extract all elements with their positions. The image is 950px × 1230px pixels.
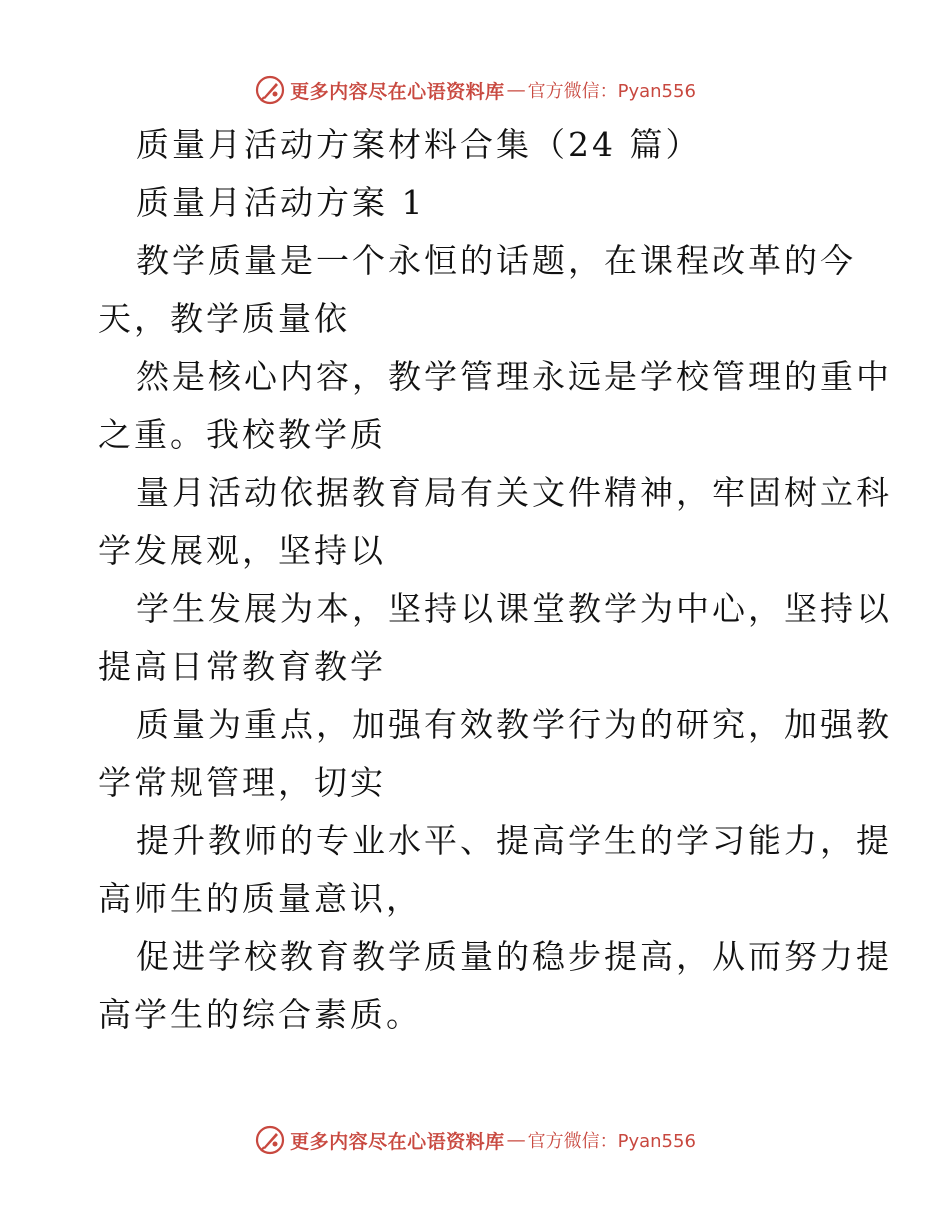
banner-main-text: 更多内容尽在心语资料库 [290, 1130, 505, 1153]
paragraph-line: 学常规管理，切实 [98, 763, 386, 802]
banner-dash: — [506, 79, 526, 101]
paragraph-line: 之重。我校教学质 [98, 415, 386, 454]
paragraph-line: 然是核心内容，教学管理永远是学校管理的重中 [136, 357, 892, 396]
quill-logo-icon [254, 74, 286, 106]
paragraph-line: 学发展观，坚持以 [98, 531, 386, 570]
banner-wechat-text: 官方微信：Pyan556 [527, 1131, 696, 1152]
paragraph-line: 量月活动依据教育局有关文件精神，牢固树立科 [136, 473, 892, 512]
paragraph-line: 天，教学质量依 [98, 299, 350, 338]
paragraph-line: 提升教师的专业水平、提高学生的学习能力，提 [136, 821, 892, 860]
paragraph-line: 教学质量是一个永恒的话题，在课程改革的今 [136, 241, 856, 280]
banner-dash: — [506, 1129, 526, 1151]
footer-banner [0, 1120, 950, 1160]
paragraph-line: 促进学校教育教学质量的稳步提高，从而努力提 [136, 937, 892, 976]
paragraph-line: 高学生的综合素质。 [98, 995, 422, 1034]
paragraph-line: 学生发展为本，坚持以课堂教学为中心，坚持以 [136, 589, 892, 628]
banner-main-text: 更多内容尽在心语资料库 [290, 80, 505, 103]
header-banner [0, 70, 950, 110]
document-subtitle: 质量月活动方案 1 [136, 183, 426, 222]
document-title: 质量月活动方案材料合集（24 篇） [136, 125, 702, 164]
document-body [98, 116, 892, 1044]
paragraph-line: 高师生的质量意识， [98, 879, 422, 918]
paragraph-line: 质量为重点，加强有效教学行为的研究，加强教 [136, 705, 892, 744]
paragraph-line: 提高日常教育教学 [98, 647, 386, 686]
banner-wechat-text: 官方微信：Pyan556 [527, 81, 696, 102]
quill-logo-icon [254, 1124, 286, 1156]
